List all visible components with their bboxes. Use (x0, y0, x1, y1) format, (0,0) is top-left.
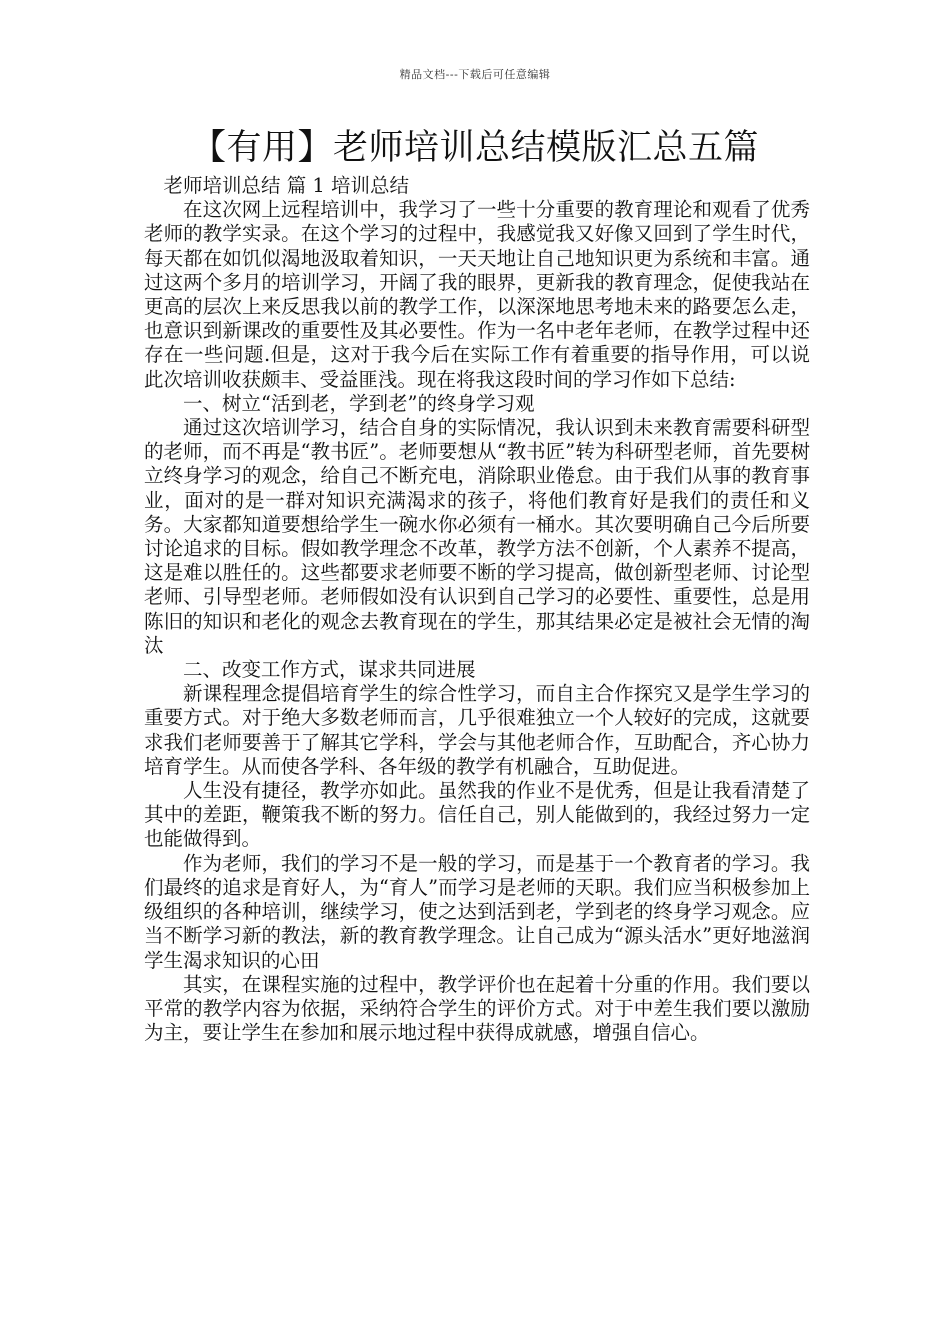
paragraph-lifelong-learning: 通过这次培训学习，结合自身的实际情况，我认识到未来教育需要科研型的老师，而不再是“教书匠”。老师要想从“教书匠”转为科研型老师，首先要树立终身学习的观念，给自己不断充电，消除职业倦怠。由于我们从事的教育事业，面对的是一群对知识充满渴求的孩子，将他们教育好是我们的责任和义务。大家都知道要想给学生一碗水你必须有一桶水。其次要明确自己今后所要讨论追求的目标。假如教学理念不改革，教学方法不创新，个人素养不提高，这是难以胜任的。这些都要求老师要不断的学习提高，做创新型老师、讨论型老师、引导型老师。老师假如没有认识到自己学习的必要性、重要性，总是用陈旧的知识和老化的观念去教育现在的学生，那其结果必定是被社会无情的淘汰 (144, 416, 810, 657)
section-subtitle: 老师培训总结 篇 1 培训总结 (163, 174, 410, 197)
paragraph-no-shortcut: 人生没有捷径，教学亦如此。虽然我的作业不是优秀，但是让我看清楚了其中的差距，鞭策我不断的努力。信任自己，别人能做到的，我经过努力一定也能做得到。 (144, 779, 810, 851)
paragraph-teacher-learning: 作为老师，我们的学习不是一般的学习，而是基于一个教育者的学习。我们最终的追求是育好人，为“育人”而学习是老师的天职。我们应当积极参加上级组织的各种培训，继续学习，使之达到活到老，学到老的终身学习观念。应当不断学习新的教法，新的教育教学理念。让自己成为“源头活水”更好地滋润学生渴求知识的心田 (144, 851, 810, 972)
paragraph-evaluation: 其实，在课程实施的过程中，教学评价也在起着十分重的作用。我们要以平常的教学内容为依据，采纳符合学生的评价方式。对于中差生我们要以激励为主，要让学生在参加和展示地过程中获得成就感，增强自信心。 (144, 972, 810, 1045)
paragraph-cooperation: 新课程理念提倡培育学生的综合性学习，而自主合作探究又是学生学习的重要方式。对于绝大多数老师而言，几乎很难独立一个人较好的完成，这就要求我们老师要善于了解其它学科，学会与其他老师合作，互助配合，齐心协力培育学生。从而使各学科、各年级的教学有机融合，互助促进。 (144, 682, 810, 778)
document-body (144, 174, 810, 1045)
heading-lifelong-learning: 一、树立“活到老，学到老”的终身学习观 (183, 391, 535, 415)
heading-work-method: 二、改变工作方式，谋求共同进展 (183, 658, 476, 682)
document-title: 【有用】老师培训总结模版汇总五篇 (190, 128, 759, 168)
paragraph-intro: 在这次网上远程培训中，我学习了一些十分重要的教育理论和观看了优秀老师的教学实录。在这个学习的过程中，我感觉我又好像又回到了学生时代，每天都在如饥似渴地汲取着知识，一天天地让自己地知识更为系统和丰富。通过这两个多月的培训学习，开阔了我的眼界，更新我的教育理念，促使我站在更高的层次上来反思我以前的教学工作，以深深地思考地未来的路要怎么走，也意识到新课改的重要性及其必要性。作为一名中老年老师，在教学过程中还存在一些问题.但是，这对于我今后在实际工作有着重要的指导作用，可以说此次培训收获颇丰、受益匪浅。现在将我这段时间的学习作如下总结: (144, 198, 810, 391)
header-note: 精品文档---下载后可任意编辑 (399, 68, 551, 81)
